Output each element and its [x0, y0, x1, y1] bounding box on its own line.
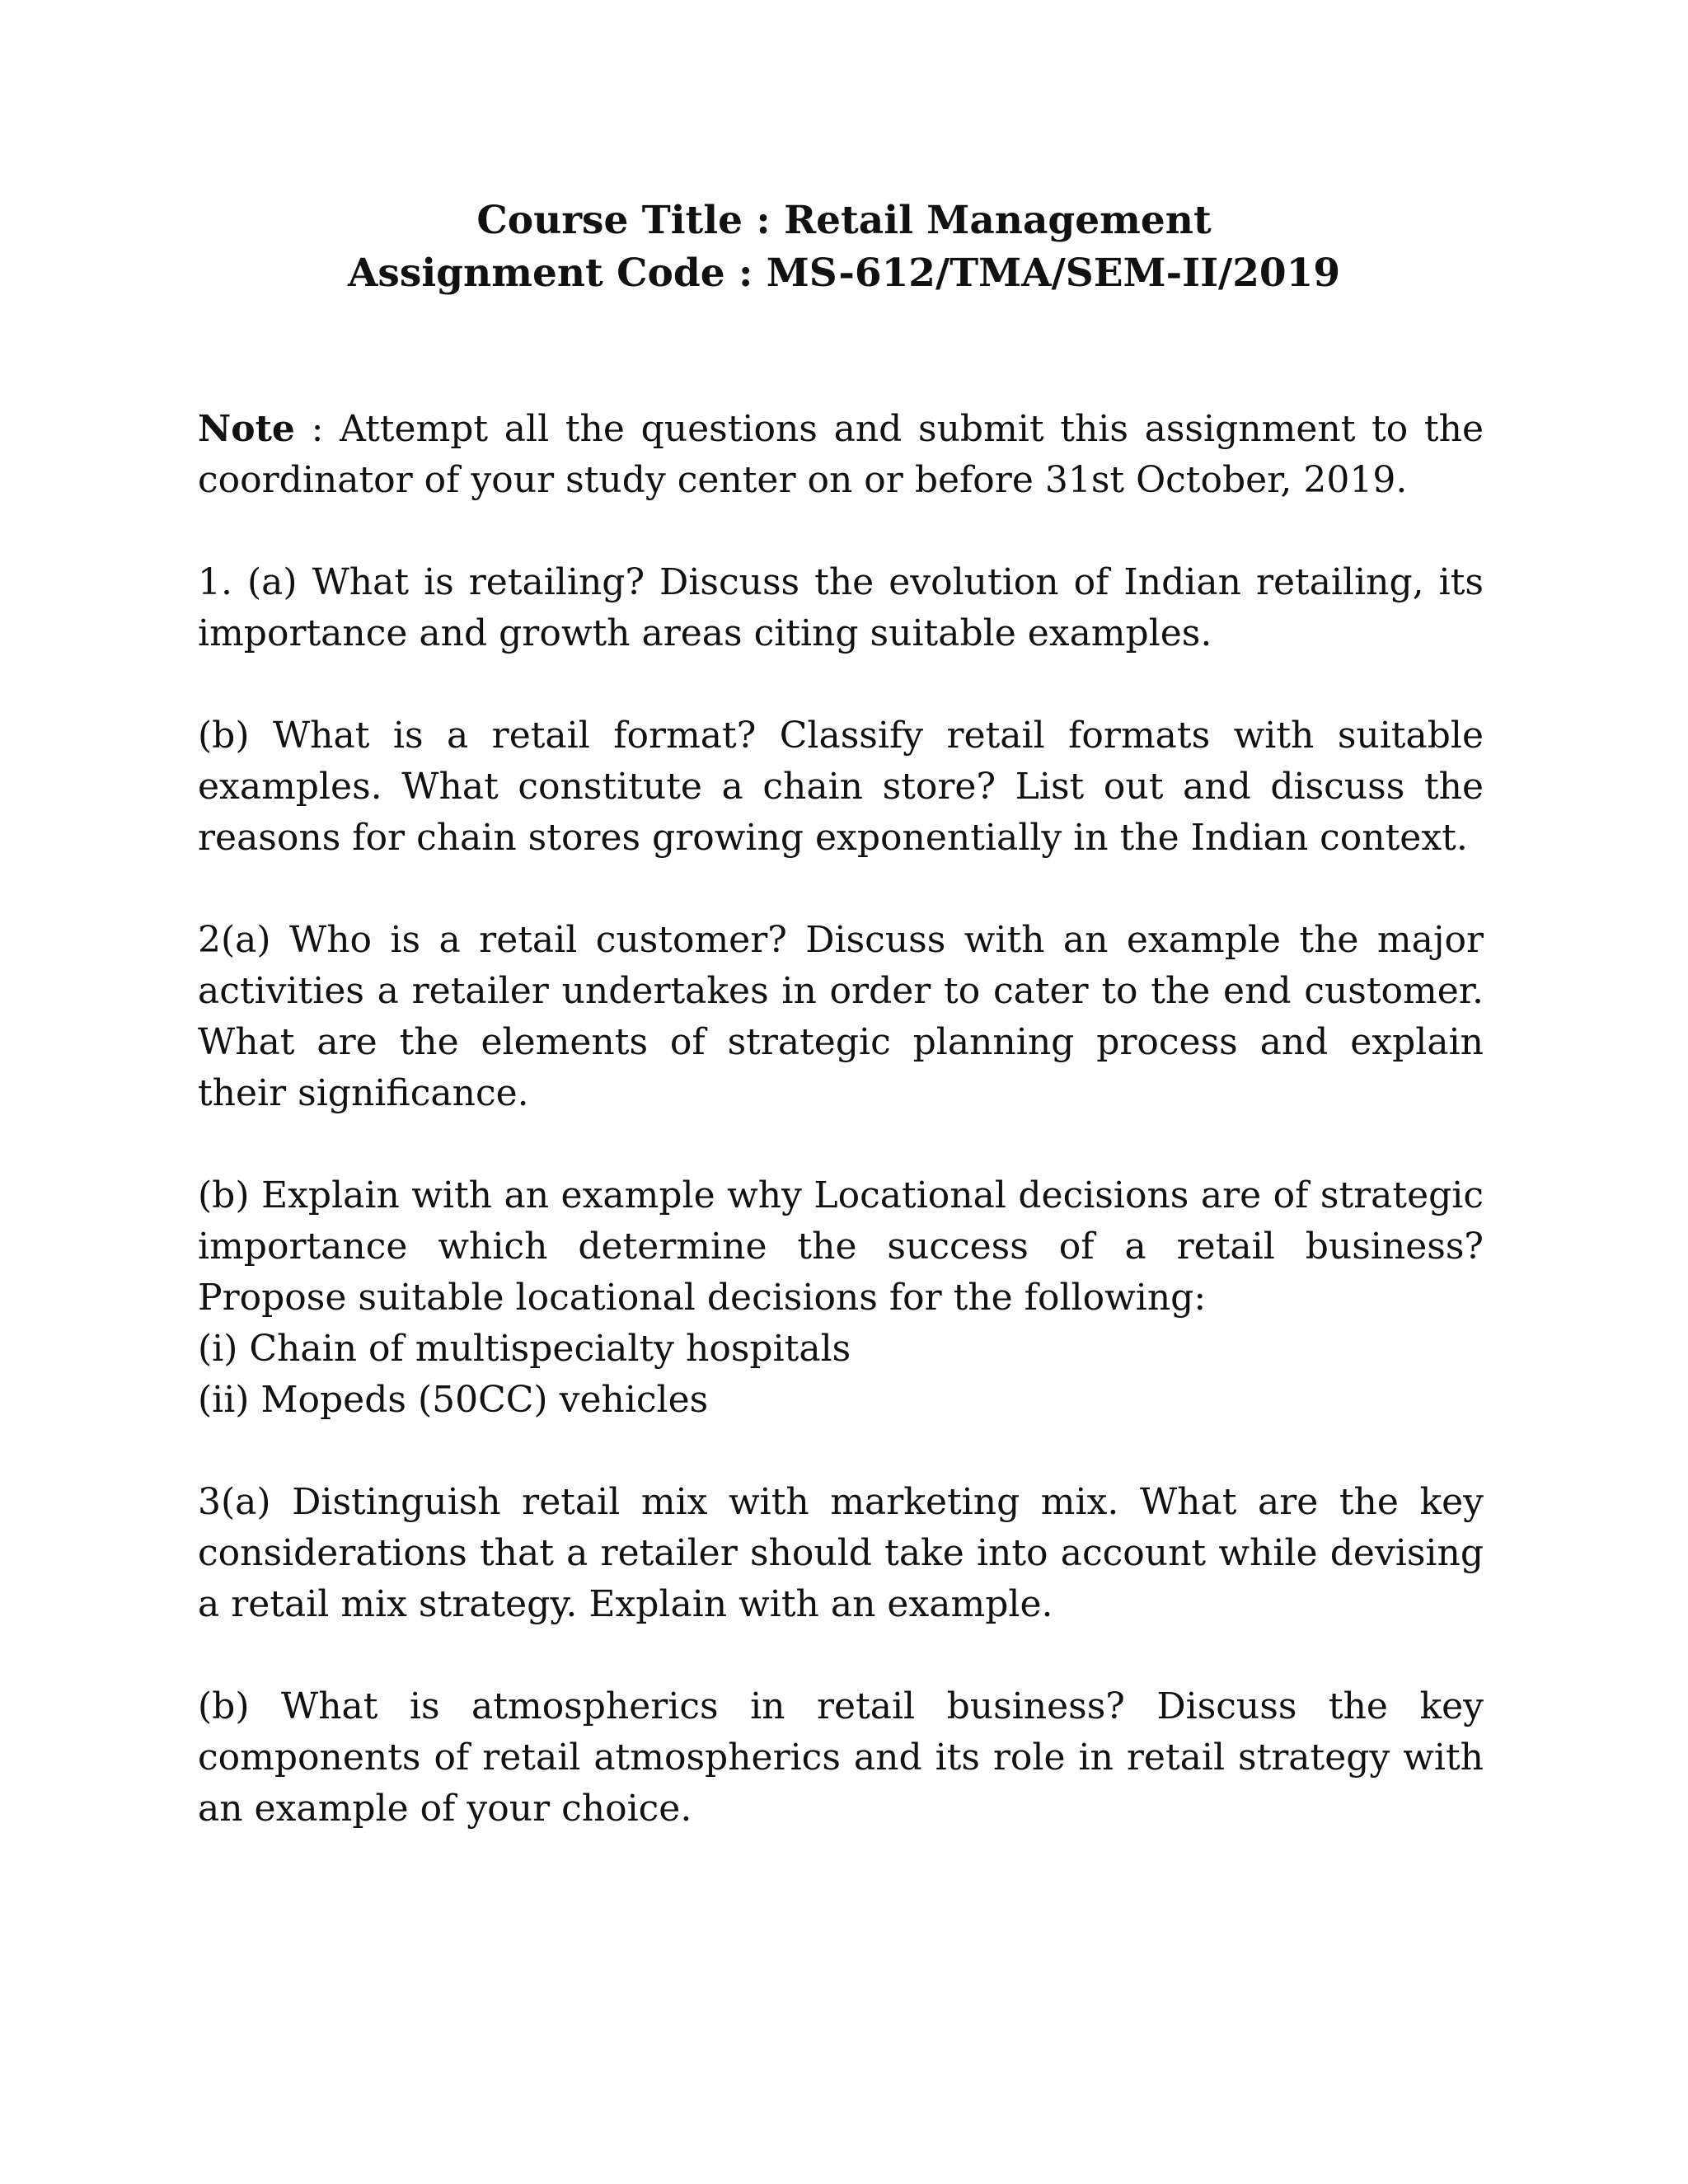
question-2b-item-1: (i) Chain of multispecialty hospitals — [198, 1328, 851, 1370]
document-header — [0, 194, 1688, 300]
question-1b: (b) What is a retail format? Classify retail formats with suitable examples. What constitute a chain store? List out and discuss the reasons for chain stores growing exponentially in the Indian context. — [198, 715, 1484, 859]
note-text: : Attempt all the questions and submit this assignment to the coordinator of your study center on or before 31st October, 2019. — [198, 408, 1484, 501]
document-body — [198, 404, 1484, 1886]
assignment-code: Assignment Code : MS-612/TMA/SEM-II/2019 — [347, 251, 1341, 296]
note-paragraph — [198, 404, 1484, 506]
question-2b-item-2: (ii) Mopeds (50CC) vehicles — [198, 1379, 709, 1421]
question-3a: 3(a) Distinguish retail mix with marketing mix. What are the key considerations that a retailer should take into account while devising a retail mix strategy. Explain with an example. — [198, 1481, 1484, 1625]
question-2b-block — [198, 1170, 1484, 1426]
question-3b: (b) What is atmospherics in retail business? Discuss the key components of retail atmospherics and its role in retail strategy with an example of your choice. — [198, 1685, 1484, 1830]
question-1a: 1. (a) What is retailing? Discuss the evolution of Indian retailing, its importance and growth areas citing suitable examples. — [198, 561, 1484, 654]
course-title: Course Title : Retail Management — [476, 198, 1212, 243]
note-label: Note — [198, 408, 295, 450]
question-2b: (b) Explain with an example why Locational decisions are of strategic importance which determine the success of a retail business? Propose suitable locational decisions for the following: — [198, 1174, 1484, 1319]
question-2a: 2(a) Who is a retail customer? Discuss with an example the major activities a retailer undertakes in order to cater to the end customer. What are the elements of strategic planning process and explain their significance. — [198, 919, 1484, 1114]
